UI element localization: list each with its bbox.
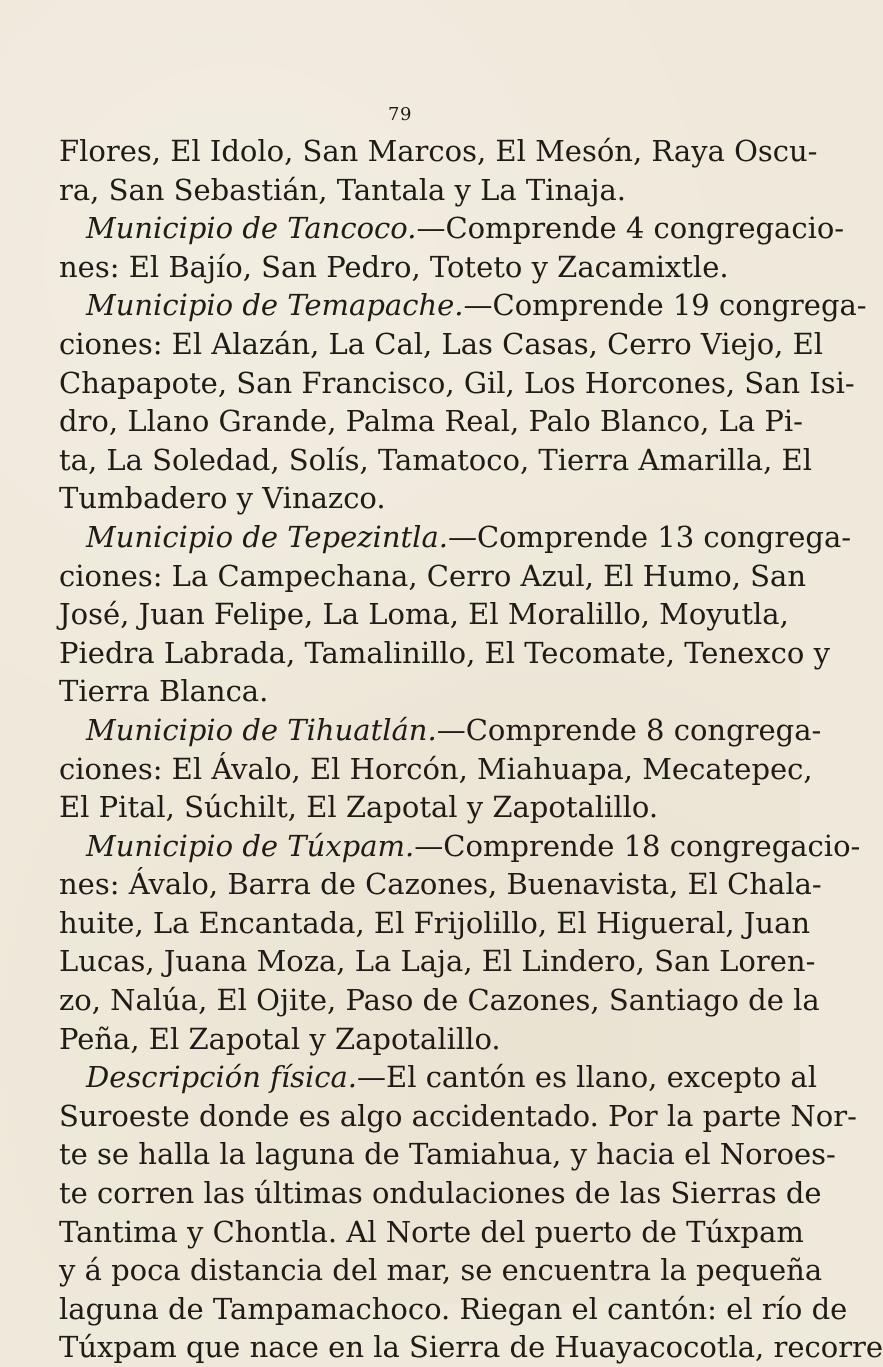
line-text: ciones: El Alazán, La Cal, Las Casas, Cerro Viejo, El xyxy=(59,326,824,361)
page-text xyxy=(59,132,883,1367)
text-line xyxy=(59,865,822,904)
line-text: El Pital, Súchilt, El Zapotal y Zapotalillo. xyxy=(59,790,659,825)
section-heading-line xyxy=(59,827,861,866)
text-line xyxy=(59,132,818,171)
line-text: laguna de Tampamachoco. Riegan el cantón: el río de xyxy=(59,1291,848,1326)
text-line xyxy=(59,1135,836,1174)
line-text: zo, Nalúa, El Ojite, Paso de Cazones, Santiago de la xyxy=(59,983,820,1018)
text-line xyxy=(59,479,740,518)
text-line xyxy=(59,1020,740,1059)
line-text: —Comprende 13 congrega- xyxy=(447,519,852,554)
line-text: ciones: La Campechana, Cerro Azul, El Humo, San xyxy=(59,558,806,593)
text-line xyxy=(59,171,740,210)
text-line xyxy=(59,1290,848,1329)
line-text: Lucas, Juana Moza, La Laja, El Lindero, San Loren- xyxy=(59,944,816,979)
line-text: te se halla la laguna de Tamiahua, y hacia el Noroes- xyxy=(59,1137,836,1172)
line-text: Tumbadero y Vinazco. xyxy=(59,481,386,516)
text-line xyxy=(59,1174,822,1213)
section-heading-line xyxy=(59,1058,817,1097)
text-line xyxy=(59,981,820,1020)
line-text: Piedra Labrada, Tamalinillo, El Tecomate, Tenexco y xyxy=(59,635,830,670)
text-line xyxy=(59,634,830,673)
text-line xyxy=(59,750,813,789)
text-line xyxy=(59,441,812,480)
text-line xyxy=(59,1097,857,1136)
section-heading: Municipio de Túxpam. xyxy=(86,828,415,863)
section-heading-line xyxy=(59,711,822,750)
text-line xyxy=(59,1328,883,1367)
line-text: huite, La Encantada, El Frijolillo, El Higueral, Juan xyxy=(59,905,811,940)
section-heading: Descripción física. xyxy=(86,1060,358,1095)
text-line xyxy=(59,557,806,596)
text-line xyxy=(59,942,816,981)
line-text: —Comprende 8 congrega- xyxy=(436,712,822,747)
section-heading-line xyxy=(59,209,845,248)
page-number: 79 xyxy=(388,104,412,125)
line-text: Tantima y Chontla. Al Norte del puerto de Túxpam xyxy=(59,1214,804,1249)
line-text: te corren las últimas ondulaciones de las Sierras de xyxy=(59,1176,822,1211)
text-line xyxy=(59,904,811,943)
section-heading: Municipio de Tepezintla. xyxy=(86,519,448,554)
line-text: —El cantón es llano, excepto al xyxy=(357,1060,817,1095)
line-text: ra, San Sebastián, Tantala y La Tinaja. xyxy=(59,172,626,207)
line-text: Suroeste donde es algo accidentado. Por la parte Nor- xyxy=(59,1098,857,1133)
text-line xyxy=(59,1251,823,1290)
text-line xyxy=(59,595,789,634)
line-text: ciones: El Ávalo, El Horcón, Miahuapa, Mecatepec, xyxy=(59,751,813,786)
line-text: nes: El Bajío, San Pedro, Toteto y Zacamixtle. xyxy=(59,249,729,284)
section-heading-line xyxy=(59,518,852,557)
line-text: Flores, El Idolo, San Marcos, El Mesón, Raya Oscu- xyxy=(59,134,818,168)
line-text: —Comprende 18 congregacio- xyxy=(414,828,861,863)
text-line xyxy=(59,788,740,827)
text-line xyxy=(59,248,740,287)
text-line xyxy=(59,672,740,711)
line-text: Chapapote, San Francisco, Gil, Los Horcones, San Isi- xyxy=(59,365,855,400)
line-text: —Comprende 19 congrega- xyxy=(463,288,867,323)
text-line xyxy=(59,364,855,403)
line-text: Tierra Blanca. xyxy=(59,674,269,709)
section-heading: Municipio de Temapache. xyxy=(86,288,464,323)
line-text: Túxpam que nace en la Sierra de Huayacocotla, recorre xyxy=(59,1330,883,1365)
text-line xyxy=(59,325,824,364)
line-text: y á poca distancia del mar, se encuentra la pequeña xyxy=(59,1253,823,1288)
line-text: nes: Ávalo, Barra de Cazones, Buenavista, El Chala- xyxy=(59,867,822,902)
text-line xyxy=(59,1213,804,1252)
text-line xyxy=(59,402,803,441)
line-text: ta, La Soledad, Solís, Tamatoco, Tierra Amarilla, El xyxy=(59,442,812,477)
line-text: Peña, El Zapotal y Zapotalillo. xyxy=(59,1021,501,1056)
line-text: José, Juan Felipe, La Loma, El Moralillo, Moyutla, xyxy=(59,597,789,632)
line-text: —Comprende 4 congregacio- xyxy=(416,211,845,246)
section-heading: Municipio de Tihuatlán. xyxy=(86,712,437,747)
section-heading: Municipio de Tancoco. xyxy=(86,211,417,246)
line-text: dro, Llano Grande, Palma Real, Palo Blanco, La Pi- xyxy=(59,404,803,439)
section-heading-line xyxy=(59,286,867,325)
